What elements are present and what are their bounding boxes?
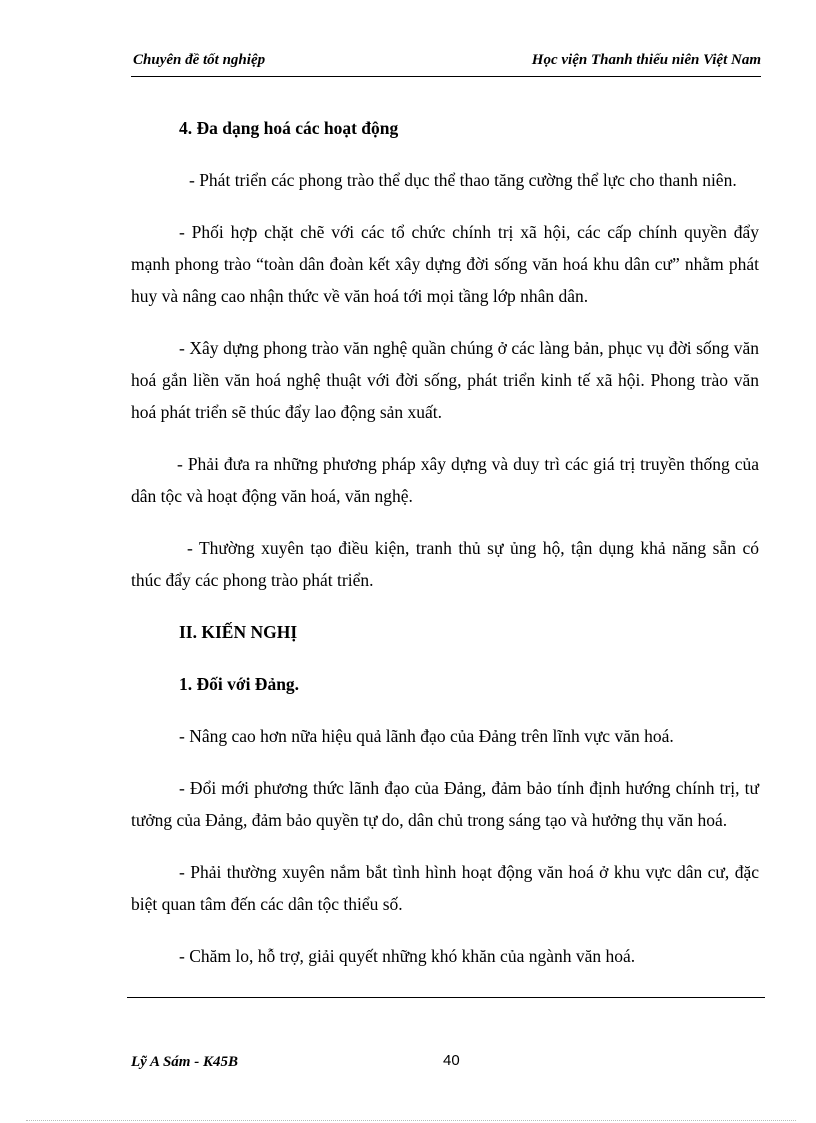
page-edge-divider [26,1120,796,1121]
subsection-heading-1: 1. Đối với Đảng. [179,674,300,694]
paragraph: - Thường xuyên tạo điều kiện, tranh thủ sự ủng hộ, tận dụng khả năng sẵn có thúc đẩy các phong trào phát triển. [131,538,759,590]
paragraph: - Nâng cao hơn nữa hiệu quả lãnh đạo của Đảng trên lĩnh vực văn hoá. [179,726,674,746]
footer-divider [127,997,765,998]
paragraph: - Đổi mới phương thức lãnh đạo của Đảng, đảm bảo tính định hướng chính trị, tư tưởng của Đảng, đảm bảo quyền tự do, dân chủ trong sáng tạo và hưởng thụ văn hoá. [131,778,759,830]
section-heading-II: II. KIẾN NGHỊ [179,622,298,642]
page-number: 40 [443,1052,460,1069]
paragraph: - Chăm lo, hỗ trợ, giải quyết những khó khăn của ngành văn hoá. [179,946,636,966]
paragraph: - Phối hợp chặt chẽ với các tổ chức chính trị xã hội, các cấp chính quyền đẩy mạnh phong trào “toàn dân đoàn kết xây dựng đời sống văn hoá khu dân cư” nhằm phát huy và nâng cao nhận thức về văn hoá tới mọi tầng lớp nhân dân. [131,222,759,306]
paragraph: - Xây dựng phong trào văn nghệ quần chúng ở các làng bản, phục vụ đời sống văn hoá gắn liền văn hoá nghệ thuật với đời sống, phát triển kinh tế xã hội. Phong trào văn hoá phát triển sẽ thúc đẩy lao động sản xuất. [131,338,759,422]
footer-author: Lỹ A Sám - K45B [131,1054,238,1070]
header-document-type: Chuyên đề tốt nghiệp [133,52,266,68]
header-institution: Học viện Thanh thiếu niên Việt Nam [531,52,761,68]
paragraph: - Phải thường xuyên nắm bắt tình hình hoạt động văn hoá ở khu vực dân cư, đặc biệt quan tâm đến các dân tộc thiểu số. [131,862,759,914]
section-heading-4: 4. Đa dạng hoá các hoạt động [179,118,399,138]
paragraph: - Phải đưa ra những phương pháp xây dựng và duy trì các giá trị truyền thống của dân tộc và hoạt động văn hoá, văn nghệ. [131,454,759,506]
page-body [131,112,759,992]
page-header [131,50,761,77]
paragraph: - Phát triển các phong trào thể dục thể thao tăng cường thể lực cho thanh niên. [189,170,737,190]
